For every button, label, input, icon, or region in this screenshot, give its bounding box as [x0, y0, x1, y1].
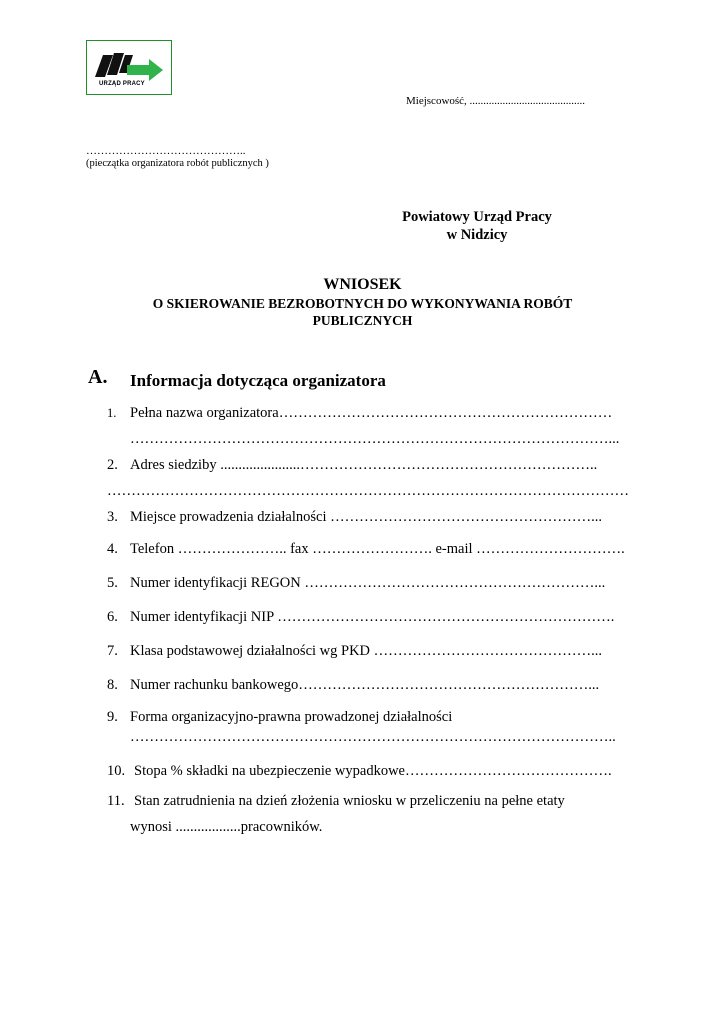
- item-number: 2.: [107, 457, 118, 473]
- item-number: 10.: [107, 763, 126, 779]
- item-number: 8.: [107, 677, 118, 693]
- item-number: 6.: [107, 609, 118, 625]
- item-number: 9.: [107, 709, 118, 725]
- item-text: Numer identyfikacji NIP …………………………………………………………….: [130, 609, 615, 625]
- form-item-1: [107, 405, 612, 422]
- item-text: Telefon ………………….. fax ……………………. e-mail ………………………….: [130, 541, 625, 557]
- item-number: 3.: [107, 509, 118, 525]
- form-item-10: [107, 763, 612, 780]
- item-text: Pełna nazwa organizatora……………………………………………………………: [130, 405, 613, 421]
- document-subtitle-1: O SKIEROWANIE BEZROBOTNYCH DO WYKONYWANIA ROBÓT: [152, 296, 573, 311]
- section-heading: Informacja dotycząca organizatora: [130, 371, 386, 390]
- item-number: 4.: [107, 541, 118, 557]
- form-item-3: [107, 509, 602, 526]
- addressee-line2: w Nidzicy: [446, 227, 508, 243]
- item-text: Stopa % składki na ubezpieczenie wypadkowe…………………………………….: [134, 763, 612, 779]
- place-field: Miejscowość, ..........................................: [406, 95, 586, 107]
- form-item-11: [107, 793, 565, 810]
- logo-text: URZĄD PRACY: [99, 81, 145, 87]
- form-item-1-continuation: ………………………………………………………………………………………...: [130, 431, 620, 447]
- document-title: WNIOSEK: [323, 276, 402, 293]
- stamp-caption: (pieczątka organizatora robót publicznych ): [86, 158, 269, 169]
- item-text: Klasa podstawowej działalności wg PKD ………………………………………...: [130, 643, 603, 659]
- item-text: Forma organizacyjno-prawna prowadzonej działalności: [130, 709, 453, 725]
- item-text: Adres siedziby ......................……………………………………………………..: [130, 457, 598, 473]
- item-number: 1.: [107, 406, 117, 420]
- item-text: Stan zatrudnienia na dzień złożenia wniosku w przeliczeniu na pełne etaty: [134, 793, 565, 809]
- item-text: Numer rachunku bankowego……………………………………………………...: [130, 677, 600, 693]
- item-number: 11.: [107, 793, 125, 809]
- form-item-2: [107, 457, 597, 474]
- form-item-9: [107, 709, 452, 726]
- section-letter: A.: [88, 366, 108, 388]
- stamp-dots: ……………………………………..: [86, 145, 246, 157]
- addressee-line1: Powiatowy Urząd Pracy: [402, 209, 552, 225]
- form-item-6: [107, 609, 614, 626]
- form-item-5: [107, 575, 605, 592]
- form-item-7: [107, 643, 602, 660]
- logo: [86, 40, 172, 95]
- item-text: Miejsce prowadzenia działalności ………………………………………………...: [130, 509, 602, 525]
- item-text: Numer identyfikacji REGON ……………………………………………………...: [130, 575, 606, 591]
- form-item-2-continuation: ………………………………………………………………………………………………: [107, 483, 629, 499]
- document-subtitle-2: PUBLICZNYCH: [312, 313, 413, 328]
- form-item-9-continuation: ………………………………………………………………………………………..: [130, 729, 616, 745]
- item-number: 5.: [107, 575, 118, 591]
- item-number: 7.: [107, 643, 118, 659]
- form-item-4: [107, 541, 625, 558]
- form-item-11-continuation: wynosi ..................pracowników.: [130, 819, 323, 835]
- form-item-8: [107, 677, 599, 694]
